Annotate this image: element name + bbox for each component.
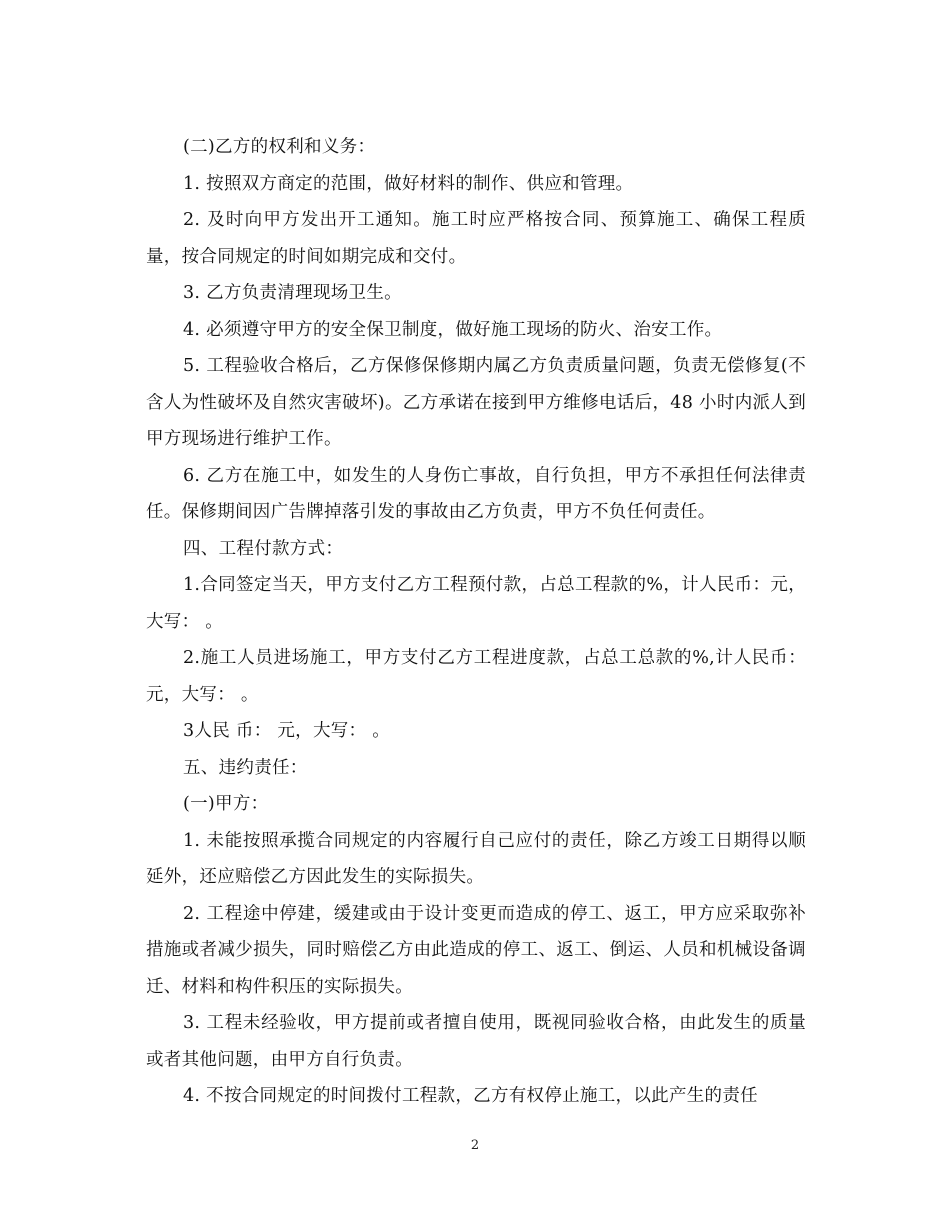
paragraph-b6: 6. 乙方在施工中，如发生的人身伤亡事故，自行负担，甲方不承担任何法律责任。保修期间因广告牌掉落引发的事故由乙方负责，甲方不负任何责任。 [146, 465, 806, 522]
paragraph-payment-2: 2.施工人员进场施工，甲方支付乙方工程进度款，占总工总款的%,计人民币：元，大写： 。 [146, 648, 806, 705]
subsection-heading-party-a: (一)甲方： [183, 794, 269, 814]
document-body [146, 129, 806, 1115]
paragraph-b1: 1. 按照双方商定的范围，做好材料的制作、供应和管理。 [183, 173, 634, 194]
section-heading-breach: 五、违约责任： [183, 757, 308, 778]
paragraph-b5: 5. 工程验收合格后，乙方保修保修期内属乙方负责质量问题，负责无偿修复(不含人为性破坏及自然灾害破坏)。乙方承诺在接到甲方维修电话后，48 小时内派人到甲方现场进行维护工作。 [146, 356, 806, 449]
section-heading-payment: 四、工程付款方式： [183, 538, 344, 559]
page-number: 2 [470, 1138, 480, 1153]
paragraph-a1: 1. 未能按照承揽合同规定的内容履行自己应付的责任，除乙方竣工日期得以顺延外，还应赔偿乙方因此发生的实际损失。 [146, 830, 806, 887]
paragraph-a3: 3. 工程未经验收，甲方提前或者擅自使用，既视同验收合格，由此发生的质量或者其他问题，由甲方自行负责。 [146, 1013, 806, 1070]
section-heading-party-b-rights: (二)乙方的权利和义务： [183, 137, 376, 157]
paragraph-b3: 3. 乙方负责清理现场卫生。 [183, 283, 402, 303]
paragraph-a4: 4. 不按合同规定的时间拨付工程款，乙方有权停止施工，以此产生的责任 [183, 1086, 758, 1106]
paragraph-b2: 2. 及时向甲方发出开工通知。施工时应严格按合同、预算施工、确保工程质量，按合同规定的时间如期完成和交付。 [146, 210, 806, 267]
paragraph-b4: 4. 必须遵守甲方的安全保卫制度，做好施工现场的防火、治安工作。 [183, 319, 723, 340]
paragraph-a2: 2. 工程途中停建，缓建或由于设计变更而造成的停工、返工，甲方应采取弥补措施或者减少损失，同时赔偿乙方由此造成的停工、返工、倒运、人员和机械设备调迁、材料和构件积压的实际损失。 [146, 903, 806, 997]
paragraph-payment-3: 3人民 币： 元，大写： 。 [183, 721, 391, 741]
paragraph-payment-1: 1.合同签定当天，甲方支付乙方工程预付款，占总工程款的%，计人民币：元，大写： 。 [146, 575, 806, 632]
